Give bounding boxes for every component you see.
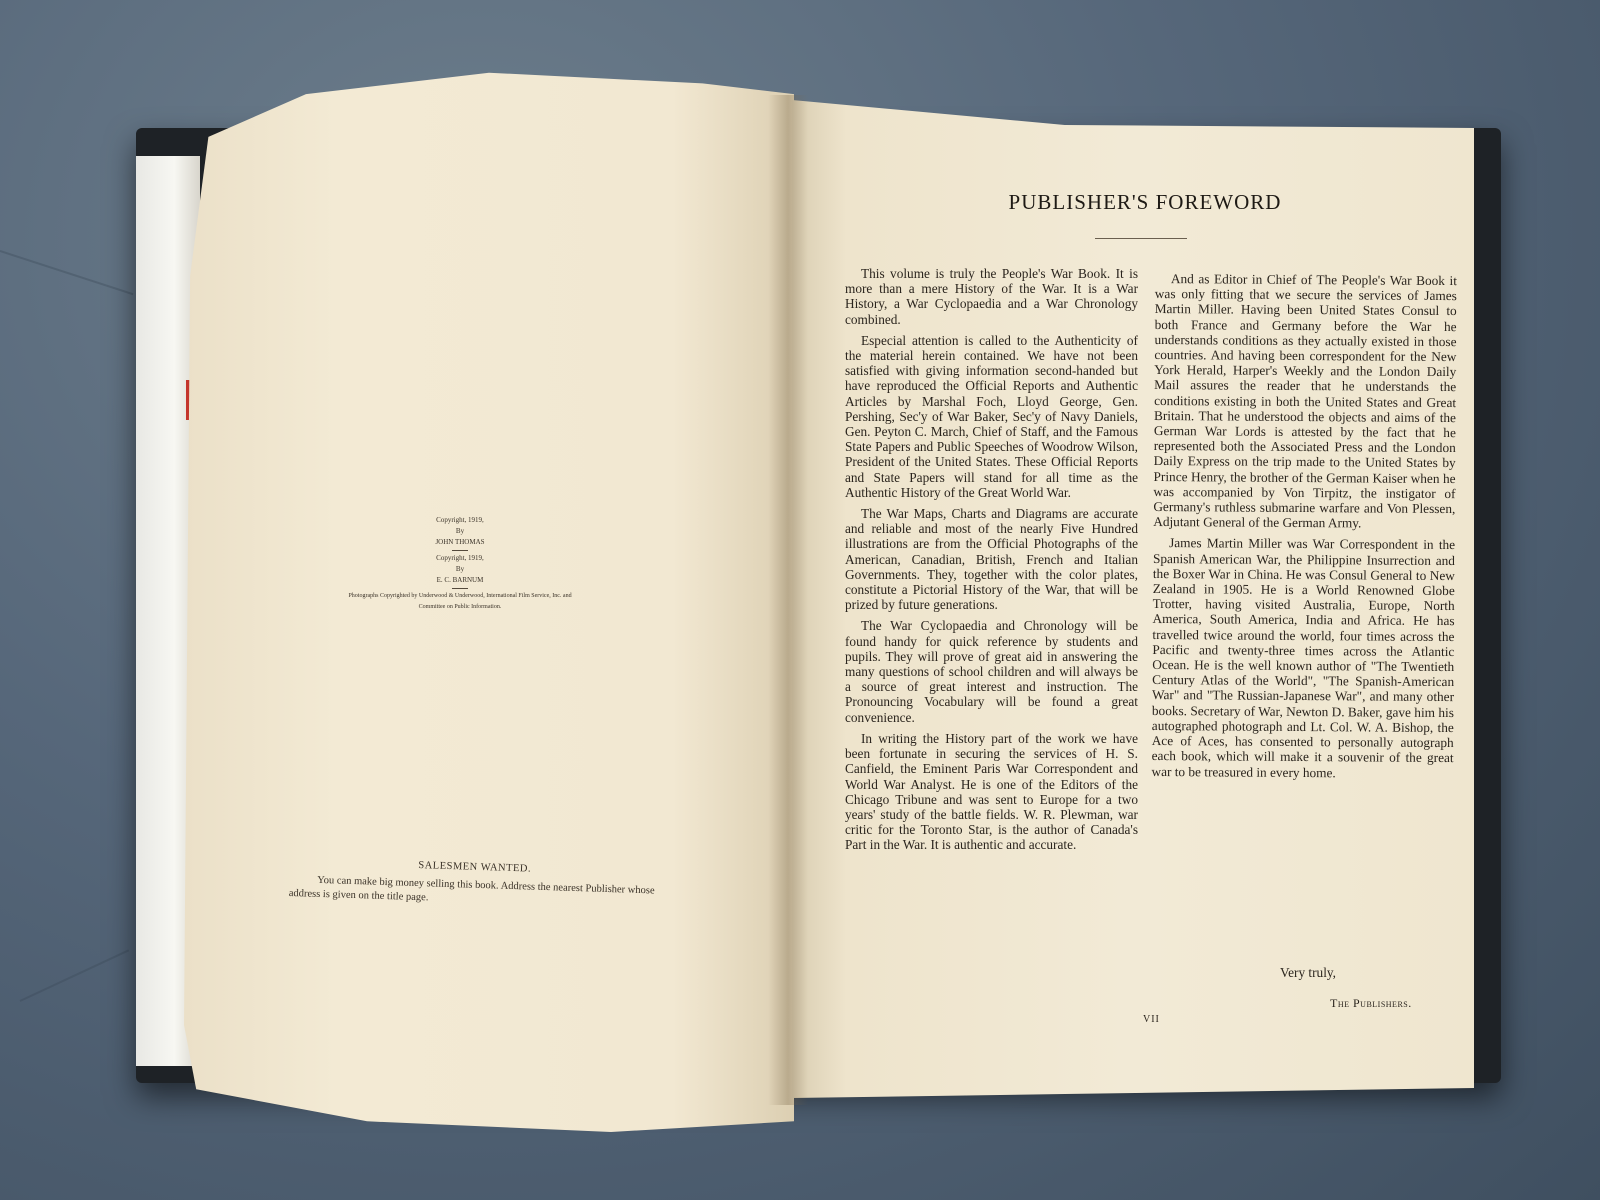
page-number: VII: [1143, 1014, 1160, 1025]
paragraph: And as Editor in Chief of The People's War Book it was only fitting that we secure the services of James Martin Miller. Having been United States Consul to both France and Germany before the War he understands conditions as they actually existed in those countries. And having been correspondent for the New York Herald, Harper's Weekly and the London Daily Mail assures the reader that he understands the conditions existing in both the United States and Great Britain. That he understood the objects and aims of the German War Lords is attested by the fact that he represented both the Associated Press and the London Daily Express on the trip made to the United States by Prince Henry, the brother of the German Kaiser when he was accompanied by Von Tirpitz, the instigator of Germany's ruthless submarine warfare and Von Plessen, Adjutant General of the German Army.: [1153, 271, 1457, 531]
paragraph: The War Cyclopaedia and Chronology will be found handy for quick reference by students and pupils. They will prove of great aid in answering the many questions of school children and will always be a source of great interest and instruction. The Pronouncing Vocabulary will be found a great convenience.: [845, 618, 1138, 725]
paragraph: In writing the History part of the work we have been fortunate in securing the services of H. S. Canfield, the Eminent Paris War Correspondent and World War Analyst. He is one of the Editors of the Chicago Tribune and was sent to Europe for a two years' study of the battle fields. W. R. Plewman, war critic for the Toronto Star, is the author of Canada's Part in the War. It is authentic and accurate.: [845, 730, 1138, 853]
paragraph: This volume is truly the People's War Book. It is more than a mere History of the War. It is a War History, a War Cyclopaedia and a War Chronology combined.: [845, 266, 1138, 327]
copyright-line: JOHN THOMAS: [435, 538, 485, 546]
copyright-line: E. C. BARNUM: [436, 576, 484, 584]
copyright-line: By: [455, 527, 465, 535]
copyright-line: By: [455, 565, 465, 573]
divider: [452, 550, 468, 551]
salesmen-text: You can make big money selling this book. Address the nearest Publisher whose address is given on the title page.: [288, 874, 655, 904]
photo-credit: Photographs Copyrighted by Underwood & Underwood, International Film Service, Inc. and Committee on Public Information.: [348, 593, 572, 610]
paragraph: James Martin Miller was War Correspondent in the Spanish American War, the Philippine Insurrection and the Boxer War in China. He was Consul General to New Zealand in 1905. He is a World Renowned Globe Trotter, having visited Australia, Europe, North America, South America, India and Africa. He has travelled twice around the world, four times across the Pacific and twenty-three times across the Atlantic Ocean. He is the well known author of "The Twentieth Century Atlas of the World", "The Spanish-American War" and "The Russian-Japanese War", and many other books. Secretary of War, Newton D. Baker, gave him his autographed photograph and Lt. Col. W. A. Bishop, the Ace of Aces, has consented to personally autograph each book, which will make it a souvenir of the great war to be treasured in every home.: [1151, 535, 1456, 780]
title-rule: [1095, 238, 1187, 239]
divider: [452, 588, 468, 589]
page-title: PUBLISHER'S FOREWORD: [1008, 190, 1282, 214]
copyright-line: Copyright, 1919,: [436, 516, 484, 524]
copyright-block: [340, 515, 580, 613]
text-column-right: [1151, 271, 1457, 787]
copyright-line: Copyright, 1919,: [436, 554, 484, 562]
paragraph: Especial attention is called to the Authenticity of the material herein contained. We have not been satisfied with giving information second-handed but have reproduced the Official Reports and Authentic Articles by Marshal Foch, Lloyd George, Gen. Pershing, Sec'y of War Baker, Sec'y of Navy Daniels, Gen. Peyton C. March, Chief of Staff, and the Famous State Papers and Public Speeches of Woodrow Wilson, President of the United States. These Official Reports and State Papers will stand for all time as the Authentic History of the Great World War.: [845, 332, 1138, 500]
book-gutter: [768, 95, 808, 1105]
signature: The Publishers.: [1330, 996, 1412, 1010]
text-column-left: [845, 266, 1138, 859]
paragraph: The War Maps, Charts and Diagrams are accurate and reliable and most of the nearly Five Hundred illustrations are from the Official Photographs of the American, Canadian, British, French and Italian Governments. They, together with the color plates, constitute a Pictorial History of the War, that will be prized by future generations.: [845, 506, 1138, 613]
salesmen-heading: SALESMEN WANTED.: [418, 860, 532, 875]
closing-line: Very truly,: [1280, 965, 1337, 980]
